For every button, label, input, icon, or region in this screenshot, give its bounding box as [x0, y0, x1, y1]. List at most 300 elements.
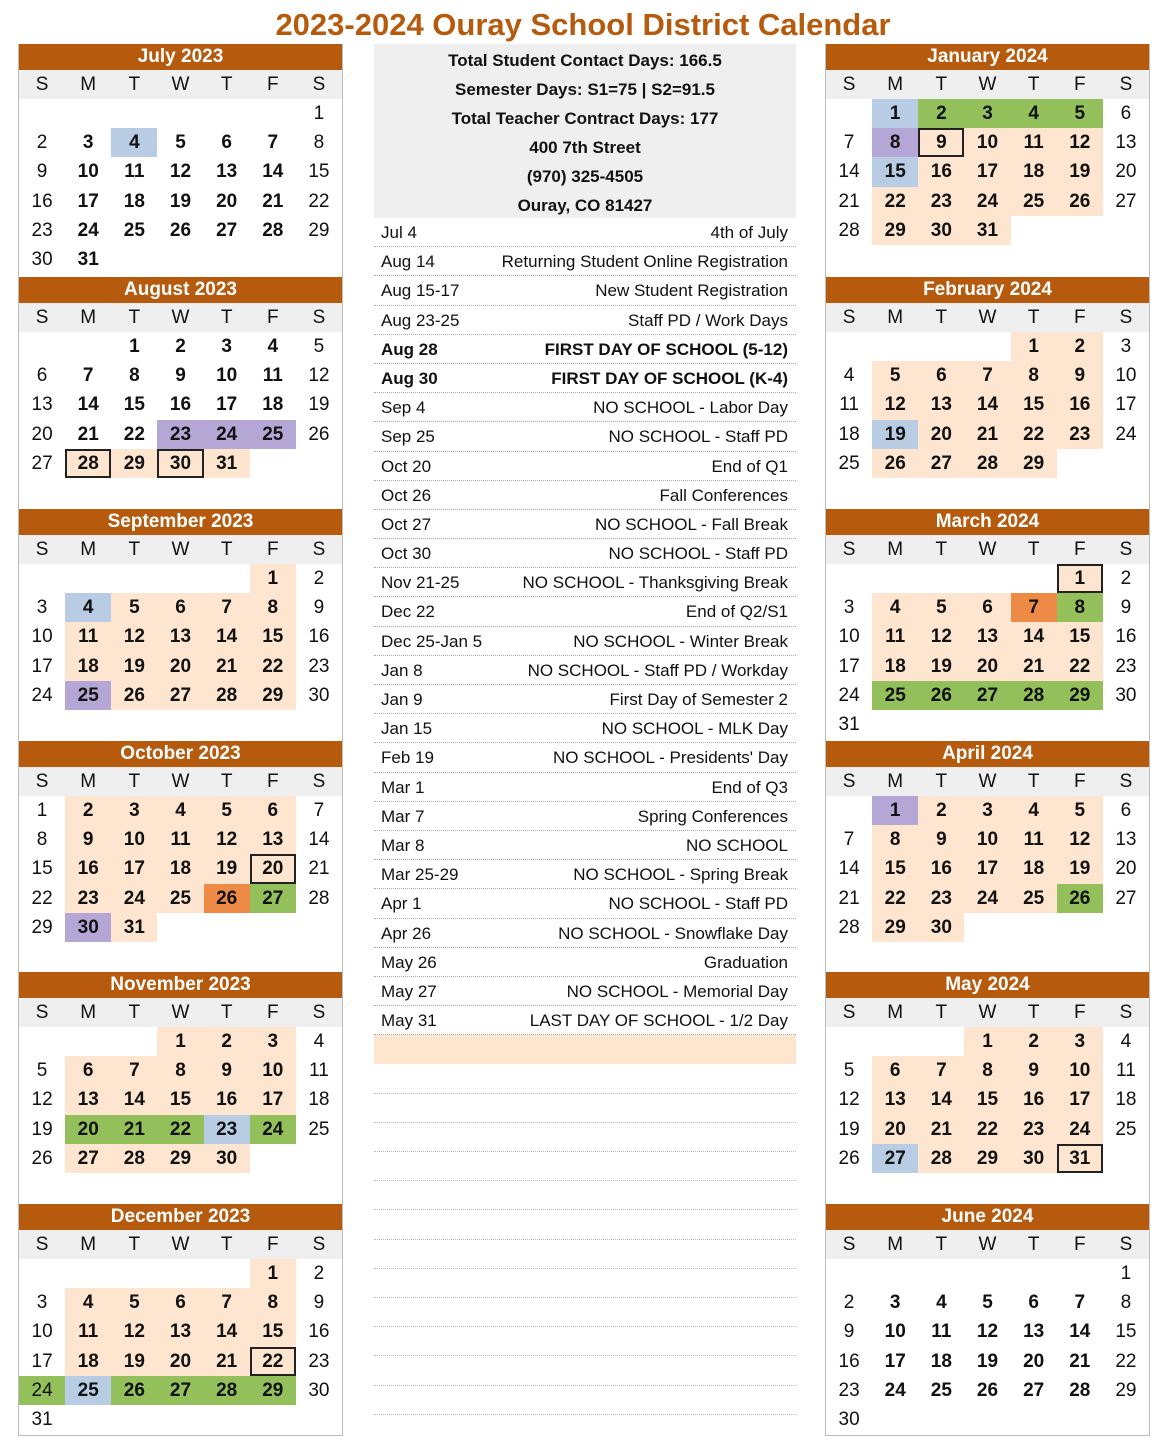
day-cell: 29	[308, 219, 330, 241]
day-cell: 22	[31, 887, 53, 909]
day-cell: 15	[872, 854, 918, 883]
day-cell: 19	[1057, 157, 1103, 186]
day-cell: 30	[308, 1379, 330, 1401]
day-cell: 16	[204, 1085, 250, 1114]
day-cell: 4	[936, 1292, 947, 1314]
day-cell: 9	[918, 825, 964, 854]
day-cell: 15	[157, 1085, 203, 1114]
weekday-label: F	[266, 1234, 279, 1255]
day-cell: 25	[250, 420, 296, 449]
day-cell: 21	[308, 858, 330, 880]
event-date: Oct 27	[381, 514, 432, 534]
day-cell: 28	[1011, 681, 1057, 710]
day-cell: 4	[313, 1031, 325, 1052]
event-description: Spring Conferences	[637, 806, 788, 826]
day-cell: 24	[1057, 1115, 1103, 1144]
day-grid	[826, 796, 1149, 942]
event-row	[374, 831, 796, 860]
day-cell: 10	[1115, 365, 1137, 387]
day-cell: 20	[964, 652, 1010, 681]
day-cell: 3	[964, 99, 1010, 128]
day-cell: 5	[111, 593, 157, 622]
day-cell: 3	[221, 336, 232, 357]
empty-cell	[65, 99, 111, 128]
weekday-label: T	[1027, 1234, 1040, 1255]
day-cell: 8	[250, 1288, 296, 1317]
day-cell: 26	[204, 884, 250, 913]
day-cell: 24	[77, 219, 99, 241]
day-cell: 24	[204, 420, 250, 449]
day-cell: 8	[313, 132, 325, 154]
day-cell: 3	[889, 1292, 901, 1314]
weekday-label: T	[1027, 539, 1040, 560]
day-cell: 19	[111, 1347, 157, 1376]
day-cell: 9	[65, 825, 111, 854]
day-cell: 24	[964, 884, 1010, 913]
day-cell: 10	[31, 626, 53, 648]
empty-cell	[157, 564, 203, 593]
weekday-label: S	[35, 539, 49, 560]
day-cell: 13	[31, 394, 53, 416]
semester-days: Semester Days: S1=75 | S2=91.5	[455, 80, 715, 99]
weekday-label: S	[842, 771, 856, 792]
empty-cell	[65, 1027, 111, 1056]
day-cell: 1	[872, 796, 918, 825]
day-cell: 12	[918, 622, 964, 651]
day-cell: 3	[250, 1027, 296, 1056]
day-cell: 5	[111, 1288, 157, 1317]
month-may-2024	[826, 972, 1149, 1203]
weekday-label: S	[842, 307, 856, 328]
day-cell: 29	[111, 449, 157, 478]
weekday-label: W	[978, 1234, 997, 1255]
day-cell: 22	[964, 1115, 1010, 1144]
weekday-label: S	[35, 307, 49, 328]
day-cell: 2	[1057, 332, 1103, 361]
day-cell: 7	[1074, 1292, 1086, 1314]
day-cell: 15	[1115, 1321, 1137, 1343]
day-cell: 10	[1057, 1056, 1103, 1085]
day-cell: 17	[1115, 394, 1137, 416]
day-cell: 13	[1023, 1321, 1045, 1343]
day-cell: 19	[976, 1350, 999, 1372]
day-cell: 30	[838, 1408, 860, 1430]
weekday-header-row	[826, 767, 1149, 796]
day-cell: 11	[872, 622, 918, 651]
empty-cell	[964, 1259, 1010, 1288]
event-description: NO SCHOOL - Labor Day	[593, 398, 788, 418]
day-cell: 19	[111, 652, 157, 681]
weekday-label: M	[887, 771, 904, 792]
day-cell: 18	[308, 1089, 330, 1111]
day-cell: 30	[157, 449, 203, 478]
weekday-label: W	[978, 1002, 997, 1023]
day-cell: 10	[250, 1056, 296, 1085]
day-cell: 2	[36, 132, 48, 154]
empty-cell	[826, 796, 872, 825]
event-row	[374, 714, 796, 743]
event-description: NO SCHOOL - Memorial Day	[566, 981, 788, 1001]
day-cell: 1	[1011, 332, 1057, 361]
day-cell: 5	[1057, 796, 1103, 825]
day-cell: 28	[1069, 1379, 1091, 1401]
day-cell: 19	[838, 1118, 860, 1140]
day-cell: 14	[77, 394, 99, 416]
day-cell: 8	[36, 829, 48, 851]
day-cell: 21	[204, 1347, 250, 1376]
day-cell: 17	[964, 157, 1010, 186]
weekday-label: S	[1119, 1002, 1133, 1023]
day-cell: 5	[843, 1060, 855, 1082]
day-cell: 2	[918, 99, 964, 128]
event-date: Aug 14	[381, 252, 435, 272]
day-cell: 19	[1057, 854, 1103, 883]
empty-cell	[157, 1259, 203, 1288]
day-cell: 23	[204, 1115, 250, 1144]
day-cell: 2	[204, 1027, 250, 1056]
day-cell: 23	[157, 420, 203, 449]
day-cell: 21	[262, 190, 284, 212]
day-cell: 26	[838, 1147, 860, 1169]
day-cell: 12	[204, 825, 250, 854]
day-cell: 10	[964, 825, 1010, 854]
day-cell: 12	[111, 1317, 157, 1346]
empty-cell	[826, 564, 872, 593]
day-cell: 26	[169, 219, 192, 241]
day-cell: 9	[918, 128, 964, 157]
day-grid	[19, 332, 342, 478]
day-cell: 18	[1011, 157, 1057, 186]
day-cell: 27	[872, 1144, 918, 1173]
day-cell: 10	[216, 365, 238, 387]
day-cell: 27	[918, 449, 964, 478]
weekday-label: S	[842, 1002, 856, 1023]
weekday-header-row	[19, 303, 342, 332]
day-cell: 31	[77, 248, 99, 270]
weekday-label: W	[978, 74, 997, 95]
day-cell: 8	[872, 128, 918, 157]
day-cell: 12	[308, 365, 330, 387]
day-cell: 29	[1011, 449, 1057, 478]
weekday-label: S	[842, 1234, 856, 1255]
day-cell: 16	[308, 1321, 330, 1343]
weekday-label: S	[1119, 74, 1133, 95]
weekday-header-row	[19, 767, 342, 796]
day-cell: 30	[204, 1144, 250, 1173]
day-cell: 18	[123, 190, 145, 212]
event-row	[374, 773, 796, 802]
day-cell: 8	[157, 1056, 203, 1085]
month-february-2024	[826, 277, 1149, 508]
month-april-2024	[826, 741, 1149, 972]
day-cell: 3	[111, 796, 157, 825]
day-grid	[826, 564, 1149, 739]
event-date: Aug 23-25	[381, 310, 460, 330]
day-cell: 25	[308, 1118, 330, 1140]
event-description: NO SCHOOL - Winter Break	[573, 631, 788, 651]
event-row	[374, 276, 796, 305]
weekday-label: S	[312, 539, 326, 560]
empty-cell	[204, 564, 250, 593]
weekday-label: F	[266, 539, 279, 560]
weekday-label: W	[978, 539, 997, 560]
day-cell: 12	[111, 622, 157, 651]
weekday-label: M	[887, 1002, 904, 1023]
event-description: First Day of Semester 2	[609, 690, 788, 709]
day-cell: 17	[216, 394, 238, 416]
day-cell: 7	[843, 132, 855, 154]
day-cell: 26	[1057, 187, 1103, 216]
weekday-label: M	[887, 307, 904, 328]
day-cell: 23	[308, 655, 330, 677]
weekday-label: W	[978, 771, 997, 792]
day-cell: 18	[872, 652, 918, 681]
event-row-empty	[374, 1356, 796, 1385]
event-row	[374, 422, 796, 451]
day-cell: 27	[1115, 887, 1137, 909]
day-cell: 3	[1120, 336, 1132, 357]
day-cell: 7	[918, 1056, 964, 1085]
weekday-label: T	[128, 74, 141, 95]
day-cell: 29	[157, 1144, 203, 1173]
event-description: End of Q3	[711, 777, 788, 797]
day-cell: 2	[1120, 568, 1132, 589]
empty-cell	[872, 564, 918, 593]
event-date: Nov 21-25	[381, 573, 460, 593]
day-cell: 25	[1115, 1118, 1137, 1140]
weekday-label: S	[842, 539, 856, 560]
event-description: Returning Student Online Registration	[501, 252, 788, 272]
day-cell: 1	[1057, 564, 1103, 593]
day-cell: 1	[1120, 1263, 1132, 1284]
event-description: NO SCHOOL - Staff PD	[608, 544, 788, 564]
day-cell: 5	[1057, 99, 1103, 128]
weekday-label: F	[1073, 1002, 1086, 1023]
weekday-label: F	[266, 74, 279, 95]
day-cell: 14	[918, 1085, 964, 1114]
day-cell: 19	[31, 1118, 53, 1140]
weekday-header-row	[19, 535, 342, 564]
day-cell: 9	[1120, 597, 1132, 619]
empty-cell	[918, 1259, 964, 1288]
event-row	[374, 306, 796, 335]
empty-cell	[19, 1027, 65, 1056]
day-cell: 4	[1011, 99, 1057, 128]
day-cell: 16	[1057, 390, 1103, 419]
day-cell: 29	[250, 681, 296, 710]
day-cell: 27	[964, 681, 1010, 710]
event-date: May 26	[381, 952, 437, 972]
month-header: August 2023	[19, 277, 342, 303]
day-cell: 6	[964, 593, 1010, 622]
day-cell: 11	[157, 825, 203, 854]
left-calendar-column	[18, 44, 343, 1436]
day-grid	[826, 1027, 1149, 1173]
event-date: Mar 8	[381, 835, 425, 855]
day-cell: 15	[308, 161, 330, 183]
weekday-label: T	[1027, 1002, 1040, 1023]
day-cell: 5	[872, 361, 918, 390]
weekday-label: S	[35, 1002, 49, 1023]
event-row	[374, 539, 796, 568]
day-cell: 13	[1115, 829, 1137, 851]
weekday-label: S	[842, 74, 856, 95]
day-cell: 6	[1120, 800, 1132, 821]
day-cell: 17	[111, 854, 157, 883]
weekday-label: T	[128, 771, 141, 792]
weekday-header-row	[826, 1230, 1149, 1259]
day-cell: 10	[884, 1321, 906, 1343]
day-cell: 16	[838, 1350, 860, 1372]
day-cell: 2	[1011, 1027, 1057, 1056]
day-cell: 12	[838, 1089, 860, 1111]
weekday-label: T	[1027, 307, 1040, 328]
day-cell: 14	[838, 161, 860, 183]
day-cell: 25	[123, 219, 145, 241]
day-cell: 6	[36, 365, 48, 387]
weekday-label: F	[1073, 1234, 1086, 1255]
day-cell: 2	[918, 796, 964, 825]
event-row	[374, 919, 796, 948]
weekday-label: S	[312, 1002, 326, 1023]
day-cell: 11	[65, 622, 111, 651]
weekday-label: S	[312, 1234, 326, 1255]
day-cell: 6	[221, 132, 232, 154]
day-cell: 11	[839, 394, 859, 416]
event-description: NO SCHOOL - Spring Break	[573, 865, 788, 885]
event-description: NO SCHOOL - Snowflake Day	[558, 923, 788, 943]
day-cell: 8	[1057, 593, 1103, 622]
day-cell: 30	[918, 216, 964, 245]
day-cell: 6	[872, 1056, 918, 1085]
day-cell: 11	[1011, 825, 1057, 854]
day-cell: 1	[250, 1259, 296, 1288]
event-row-empty	[374, 1386, 796, 1415]
day-cell: 11	[1116, 1060, 1136, 1082]
day-cell: 3	[1057, 1027, 1103, 1056]
day-cell: 18	[1011, 854, 1057, 883]
day-cell: 6	[250, 796, 296, 825]
weekday-label: W	[171, 74, 190, 95]
event-description: Graduation	[703, 952, 788, 972]
day-cell: 29	[31, 916, 53, 938]
month-header: March 2024	[826, 509, 1149, 535]
day-cell: 25	[838, 452, 860, 474]
day-cell: 7	[1011, 593, 1057, 622]
event-date: Oct 26	[381, 485, 432, 505]
empty-cell	[1057, 1259, 1103, 1288]
day-grid	[826, 332, 1149, 478]
event-row	[374, 247, 796, 276]
day-cell: 13	[157, 622, 203, 651]
event-row	[374, 393, 796, 422]
day-cell: 27	[1023, 1379, 1045, 1401]
day-cell: 14	[262, 161, 284, 183]
event-row-highlight	[374, 1035, 796, 1064]
day-cell: 18	[65, 1347, 111, 1376]
day-cell: 20	[1023, 1350, 1045, 1372]
day-cell: 30	[31, 248, 53, 270]
event-row	[374, 364, 796, 393]
day-cell: 13	[65, 1085, 111, 1114]
weekday-label: M	[80, 539, 97, 560]
day-cell: 23	[1115, 655, 1137, 677]
event-row-empty	[374, 1415, 796, 1440]
day-cell: 30	[918, 913, 964, 942]
event-row-empty	[374, 1123, 796, 1152]
day-cell: 1	[129, 336, 140, 357]
day-cell: 10	[77, 161, 99, 183]
day-cell: 23	[918, 187, 964, 216]
weekday-label: T	[220, 539, 233, 560]
day-cell: 31	[1057, 1144, 1103, 1173]
day-cell: 7	[313, 800, 325, 821]
weekday-label: T	[935, 539, 948, 560]
day-cell: 4	[157, 796, 203, 825]
event-description: End of Q1	[711, 456, 788, 476]
day-cell: 11	[1011, 128, 1057, 157]
day-cell: 3	[843, 597, 855, 619]
day-cell: 20	[1115, 858, 1137, 880]
event-row	[374, 685, 796, 714]
month-header: February 2024	[826, 277, 1149, 303]
empty-cell	[872, 1027, 918, 1056]
empty-cell	[111, 99, 157, 128]
day-cell: 23	[838, 1379, 860, 1401]
day-cell: 7	[964, 361, 1010, 390]
day-cell: 25	[872, 681, 918, 710]
day-cell: 23	[65, 884, 111, 913]
weekday-label: S	[1119, 307, 1133, 328]
weekday-label: M	[80, 74, 97, 95]
day-cell: 20	[157, 1347, 203, 1376]
day-cell: 15	[123, 394, 145, 416]
event-row	[374, 335, 796, 364]
weekday-label: T	[935, 771, 948, 792]
center-panel	[374, 44, 796, 1440]
month-july-2023	[19, 44, 342, 275]
day-cell: 14	[1011, 622, 1057, 651]
empty-cell	[918, 564, 964, 593]
day-cell: 22	[250, 1347, 296, 1376]
day-grid	[19, 796, 342, 942]
student-contact-days: Total Student Contact Days: 166.5	[448, 51, 722, 70]
day-cell: 1	[157, 1027, 203, 1056]
weekday-label: F	[1073, 307, 1086, 328]
day-cell: 5	[918, 593, 964, 622]
day-cell: 13	[1115, 132, 1137, 154]
day-cell: 15	[872, 157, 918, 186]
event-date: Sep 4	[381, 398, 426, 418]
day-cell: 22	[1057, 652, 1103, 681]
event-date: May 27	[381, 981, 437, 1001]
day-cell: 30	[1115, 684, 1137, 706]
empty-cell	[872, 1259, 918, 1288]
weekday-label: M	[887, 1234, 904, 1255]
month-december-2023	[19, 1204, 342, 1435]
event-date: Aug 28	[381, 339, 438, 359]
day-cell: 20	[918, 420, 964, 449]
day-cell: 2	[313, 1263, 325, 1284]
day-cell: 20	[216, 190, 238, 212]
event-row	[374, 597, 796, 626]
event-description: NO SCHOOL - Fall Break	[594, 514, 788, 534]
weekday-label: S	[312, 74, 326, 95]
event-date: Feb 19	[381, 748, 434, 768]
day-cell: 13	[250, 825, 296, 854]
month-header: November 2023	[19, 972, 342, 998]
day-cell: 26	[308, 423, 330, 445]
